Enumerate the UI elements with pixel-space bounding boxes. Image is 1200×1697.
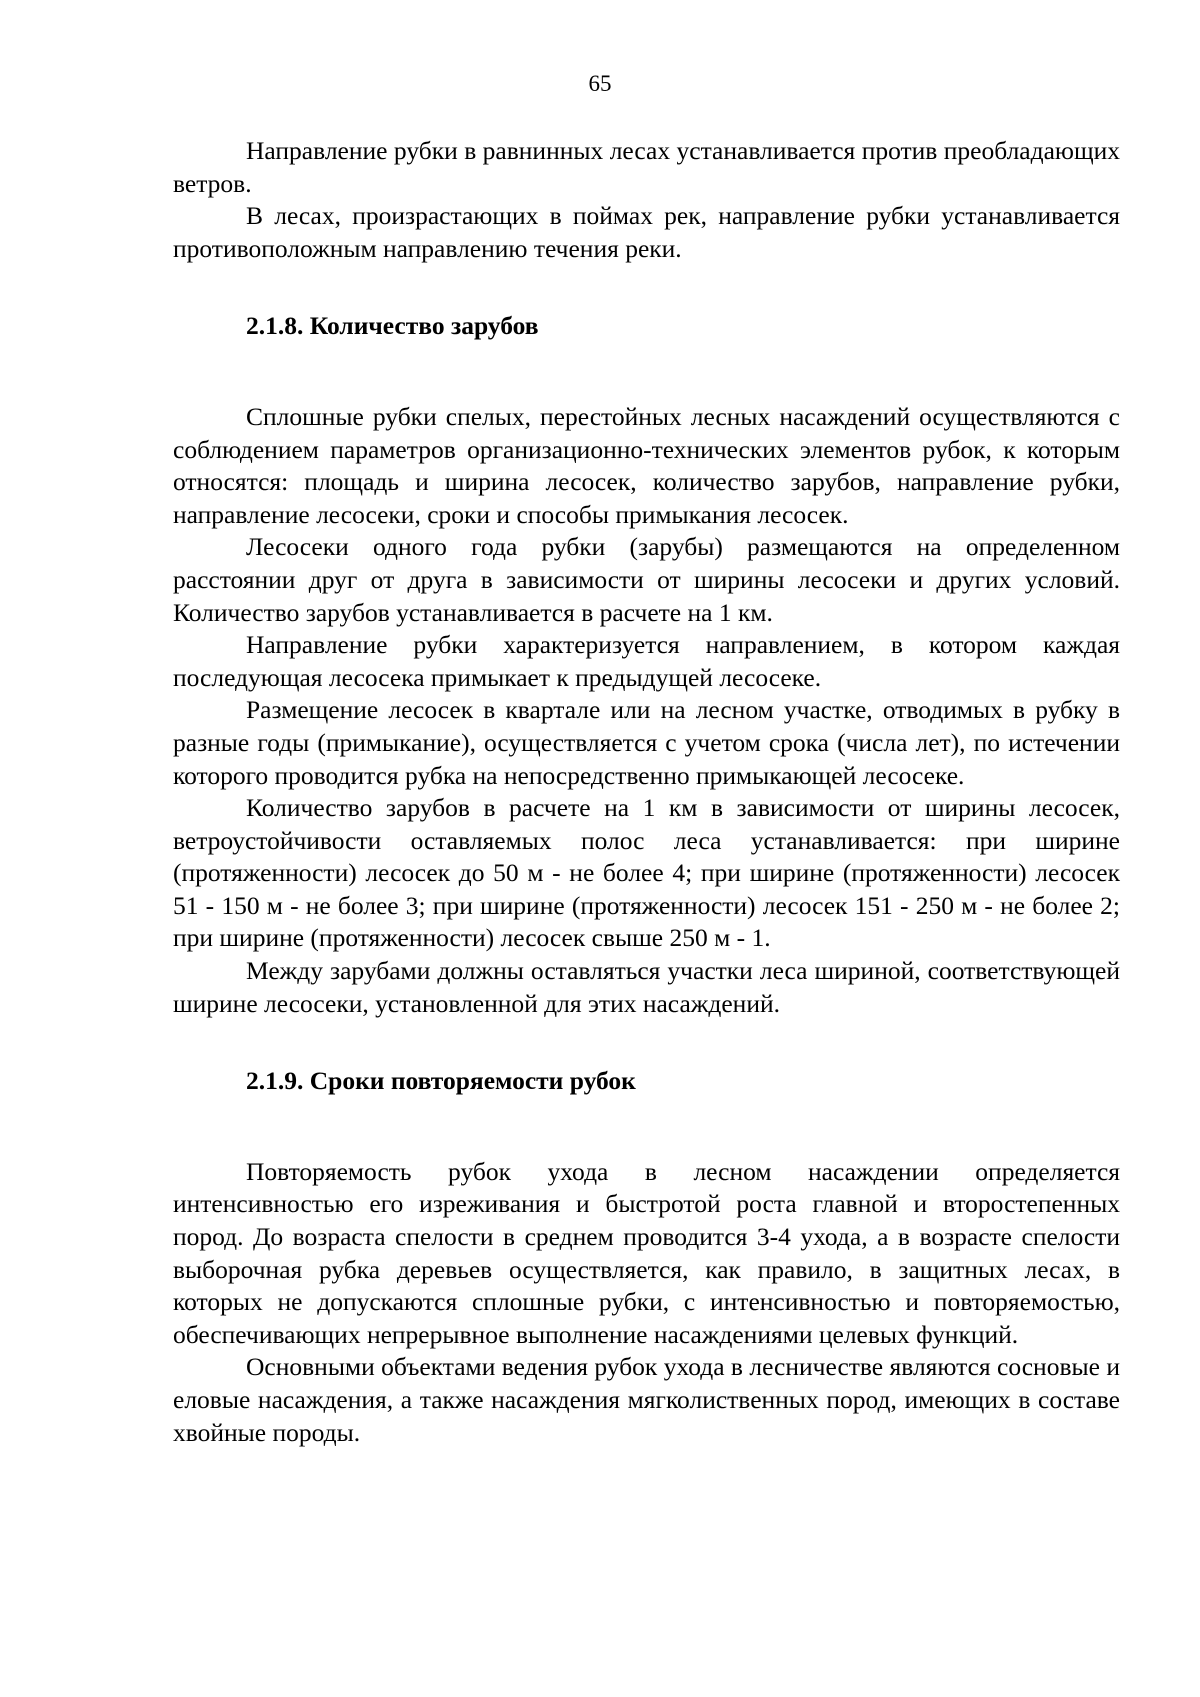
paragraph: Повторяемость рубок ухода в лесном насаждении определяется интенсивностью его изреживания и быстротой роста главной и второстепенных пород. До возраста спелости в среднем проводится 3-4 ухода, а в возрасте спелости выборочная рубка деревьев осуществляется, как правило, в защитных лесах, в которых не допускаются сплошные рубки, с интенсивностью и повторяемостью, обеспечивающих непрерывное выполнение насаждениями целевых функций. <box>173 1156 1120 1349</box>
page-content <box>173 135 1120 1449</box>
section-2-1-8 <box>173 310 1120 1020</box>
paragraph: Направление рубки характеризуется направлением, в котором каждая последующая лесосека примыкает к предыдущей лесосеке. <box>173 630 1120 692</box>
paragraph: Основными объектами ведения рубок ухода в лесничестве являются сосновые и еловые насаждения, а также насаждения мягколиственных пород, имеющих в составе хвойные породы. <box>173 1352 1120 1447</box>
paragraph: Размещение лесосек в квартале или на лесном участке, отводимых в рубку в разные годы (примыкание), осуществляется с учетом срока (числа лет), по истечении которого проводится рубка на непосредственно примыкающей лесосеке. <box>173 695 1120 790</box>
paragraph: В лесах, произрастающих в поймах рек, направление рубки устанавливается противоположным направлению течения реки. <box>173 201 1120 263</box>
paragraph: Сплошные рубки спелых, перестойных лесных насаждений осуществляются с соблюдением параметров организационно-технических элементов рубок, к которым относятся: площадь и ширина лесосек, количество зарубов, направление рубки, направление лесосеки, сроки и способы примыкания лесосек. <box>173 401 1120 529</box>
paragraph: Между зарубами должны оставляться участки леса шириной, соответствующей ширине лесосеки, установленной для этих насаждений. <box>173 956 1120 1018</box>
page-number: 65 <box>588 71 612 96</box>
section-heading: 2.1.8. Количество зарубов <box>246 311 539 341</box>
section-heading: 2.1.9. Сроки повторяемости рубок <box>246 1066 636 1096</box>
paragraph: Количество зарубов в расчете на 1 км в зависимости от ширины лесосек, ветроустойчивости оставляемых полос леса устанавливается: при ширине (протяженности) лесосек до 50 м - не более 4; при ширине (протяженности) лесосек 51 - 150 м - не более 3; при ширине (протяженности) лесосек 151 - 250 м - не более 2; при ширине (протяженности) лесосек свыше 250 м - 1. <box>173 793 1120 953</box>
intro-section <box>173 135 1120 265</box>
paragraph: Лесосеки одного года рубки (зарубы) размещаются на определенном расстоянии друг от друга в зависимости от ширины лесосеки и других условий. Количество зарубов устанавливается в расчете на 1 км. <box>173 532 1120 627</box>
paragraph: Направление рубки в равнинных лесах устанавливается против преобладающих ветров. <box>173 136 1120 198</box>
section-2-1-9 <box>173 1065 1120 1449</box>
